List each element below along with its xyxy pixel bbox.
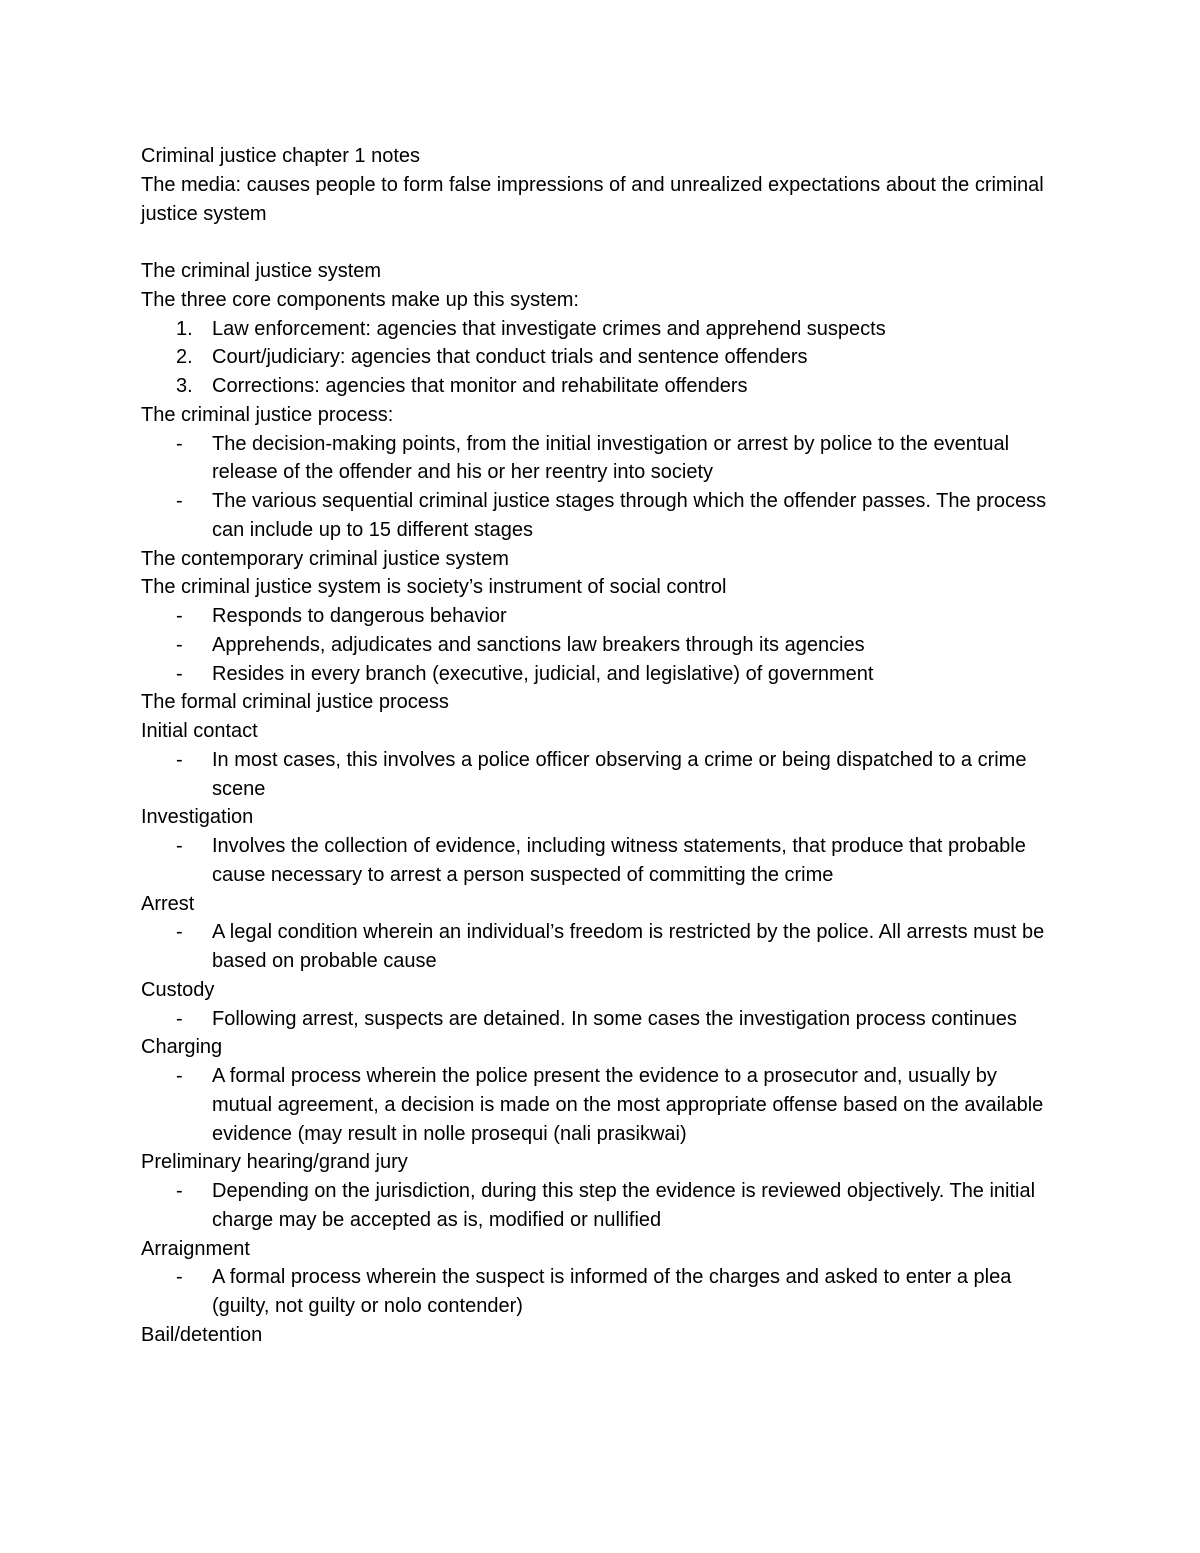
bullet-dash: - xyxy=(176,835,183,857)
list-item-text: A formal process wherein the police present the evidence to a prosecutor and, usually by mutual agreement, a decision is made on the most appropriate offense based on the available evidence (may result in nolle prosequi (nali prasikwai) xyxy=(212,1065,1044,1145)
stage-name: Initial contact xyxy=(141,720,258,742)
bullet-dash: - xyxy=(176,662,183,685)
list-item xyxy=(141,746,1061,804)
list-item xyxy=(141,1062,1061,1148)
list-number: 3. xyxy=(176,375,193,397)
doc-title: Criminal justice chapter 1 notes xyxy=(141,145,421,167)
bullet-dash: - xyxy=(176,490,183,512)
stage-name: Bail/detention xyxy=(141,1323,263,1346)
bullet-dash: - xyxy=(176,1065,183,1087)
list-item-text: A legal condition wherein an individual’s freedom is restricted by the police. All arrests must be based on probable cause xyxy=(212,921,1045,972)
list-item-text: Court/judiciary: agencies that conduct trials and sentence offenders xyxy=(212,346,808,369)
list-item-text: Resides in every branch (executive, judicial, and legislative) of government xyxy=(212,662,874,685)
section-heading-process: The criminal justice process: xyxy=(141,403,394,426)
bullet-dash: - xyxy=(176,921,183,944)
stage-name: Preliminary hearing/grand jury xyxy=(141,1151,408,1174)
bullet-dash: - xyxy=(176,1007,183,1030)
section-heading-system: The criminal justice system xyxy=(141,260,382,282)
list-item xyxy=(141,1263,1061,1321)
section-heading-formal-process: The formal criminal justice process xyxy=(141,691,449,714)
list-item-text: Corrections: agencies that monitor and rehabilitate offenders xyxy=(212,375,748,397)
doc-intro: The media: causes people to form false impressions of and unrealized expectations about the criminal justice system xyxy=(141,173,1044,225)
list-item xyxy=(141,832,1061,890)
list-item xyxy=(141,315,1061,344)
section-lead-contemporary: The criminal justice system is society’s instrument of social control xyxy=(141,576,727,599)
stage-name: Custody xyxy=(141,978,215,1001)
bullet-dash: - xyxy=(176,432,183,455)
document-page xyxy=(141,142,1061,1350)
stage-name: Arrest xyxy=(141,892,195,915)
list-item-text: Following arrest, suspects are detained. In some cases the investigation process continues xyxy=(212,1007,1017,1030)
list-number: 2. xyxy=(176,346,193,369)
stage-name: Charging xyxy=(141,1036,223,1059)
list-item xyxy=(141,631,1061,660)
list-item xyxy=(141,660,1061,689)
list-item xyxy=(141,487,1061,545)
list-item-text: In most cases, this involves a police officer observing a crime or being dispatched to a crime scene xyxy=(212,748,1027,800)
bullet-dash: - xyxy=(176,605,183,627)
section-lead-system: The three core components make up this system: xyxy=(141,288,579,311)
list-item xyxy=(141,602,1061,631)
stage-name: Arraignment xyxy=(141,1237,250,1260)
bullet-dash: - xyxy=(176,748,183,771)
list-item xyxy=(141,372,1061,401)
list-item-text: A formal process wherein the suspect is informed of the charges and asked to enter a plea (guilty, not guilty or nolo contender) xyxy=(212,1266,1012,1317)
list-item-text: Law enforcement: agencies that investigate crimes and apprehend suspects xyxy=(212,317,886,340)
list-item-text: Responds to dangerous behavior xyxy=(212,605,507,627)
list-item xyxy=(141,343,1061,372)
bullet-dash: - xyxy=(176,633,183,656)
list-item xyxy=(141,918,1061,976)
list-number: 1. xyxy=(176,317,193,340)
list-item-text: The various sequential criminal justice stages through which the offender passes. The process can include up to 15 different stages xyxy=(212,490,1047,541)
list-item-text: Apprehends, adjudicates and sanctions law breakers through its agencies xyxy=(212,633,865,656)
stage-name: Investigation xyxy=(141,806,254,829)
bullet-dash: - xyxy=(176,1180,183,1202)
list-item xyxy=(141,1005,1061,1034)
list-item xyxy=(141,430,1061,488)
blank-line xyxy=(141,228,1061,257)
section-heading-contemporary: The contemporary criminal justice system xyxy=(141,547,509,570)
bullet-dash: - xyxy=(176,1266,183,1289)
list-item-text: The decision-making points, from the initial investigation or arrest by police to the eventual release of the offender and his or her reentry into society xyxy=(212,432,1010,484)
list-item-text: Depending on the jurisdiction, during this step the evidence is reviewed objectively. The initial charge may be accepted as is, modified or nullified xyxy=(212,1180,1036,1231)
list-item xyxy=(141,1177,1061,1235)
list-item-text: Involves the collection of evidence, including witness statements, that produce that probable cause necessary to arrest a person suspected of committing the crime xyxy=(212,835,1026,886)
